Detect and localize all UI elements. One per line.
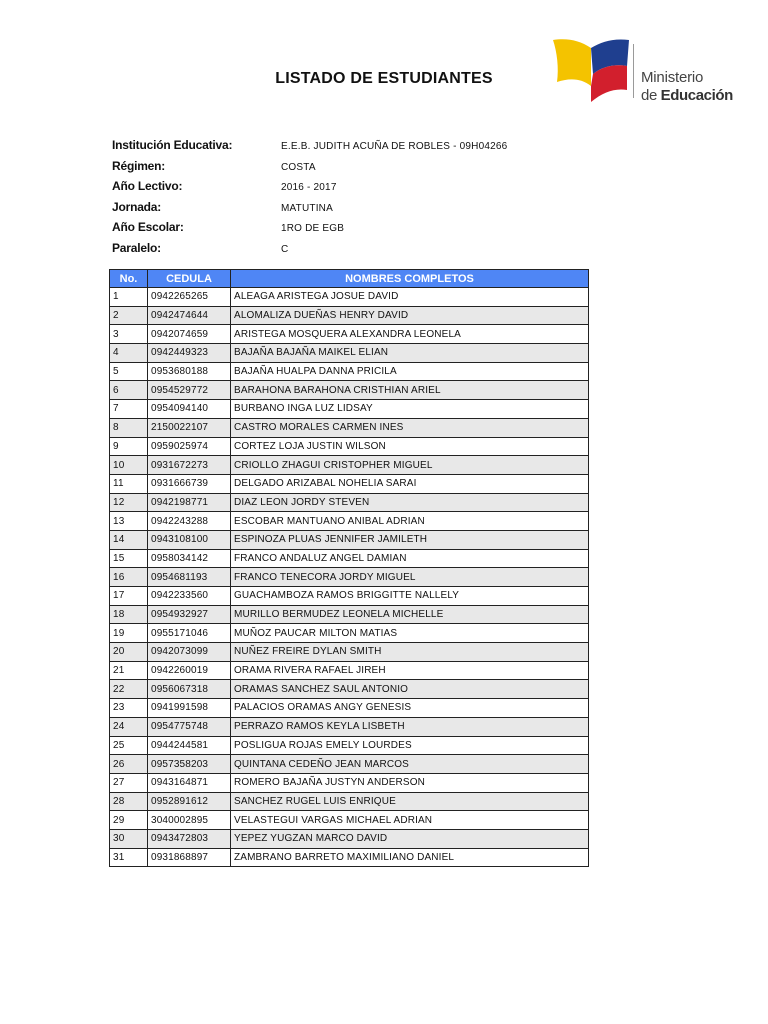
row-number: 25 (110, 736, 148, 755)
info-value: MATUTINA (281, 202, 333, 214)
table-row (110, 418, 589, 437)
row-cedula: 0954094140 (148, 400, 231, 419)
row-cedula: 0942073099 (148, 643, 231, 662)
row-cedula: 0942074659 (148, 325, 231, 344)
row-cedula: 0957358203 (148, 755, 231, 774)
info-label: Año Lectivo: (112, 179, 183, 194)
row-nombre: DIAZ LEON JORDY STEVEN (231, 493, 589, 512)
row-number: 7 (110, 400, 148, 419)
row-nombre: YEPEZ YUGZAN MARCO DAVID (231, 829, 589, 848)
row-number: 9 (110, 437, 148, 456)
table-header-row (110, 270, 589, 288)
table-row (110, 811, 589, 830)
row-nombre: ARISTEGA MOSQUERA ALEXANDRA LEONELA (231, 325, 589, 344)
row-number: 4 (110, 344, 148, 363)
info-value: 1RO DE EGB (281, 223, 345, 235)
row-number: 22 (110, 680, 148, 699)
row-number: 30 (110, 829, 148, 848)
row-number: 17 (110, 587, 148, 606)
row-cedula: 0931672273 (148, 456, 231, 475)
row-nombre: FRANCO TENECORA JORDY MIGUEL (231, 568, 589, 587)
row-cedula: 0955171046 (148, 624, 231, 643)
row-nombre: ESCOBAR MANTUANO ANIBAL ADRIAN (231, 512, 589, 531)
info-value: C (281, 243, 289, 255)
row-nombre: BAJAÑA HUALPA DANNA PRICILA (231, 362, 589, 381)
row-cedula: 0959025974 (148, 437, 231, 456)
table-row (110, 344, 589, 363)
row-nombre: NUÑEZ FREIRE DYLAN SMITH (231, 643, 589, 662)
row-number: 1 (110, 288, 148, 307)
row-cedula: 0952891612 (148, 792, 231, 811)
row-cedula: 0942243288 (148, 512, 231, 531)
row-number: 16 (110, 568, 148, 587)
row-cedula: 0941991598 (148, 699, 231, 718)
table-row (110, 717, 589, 736)
row-number: 12 (110, 493, 148, 512)
row-cedula: 0944244581 (148, 736, 231, 755)
info-label: Régimen: (112, 158, 166, 173)
table-row (110, 549, 589, 568)
row-number: 3 (110, 325, 148, 344)
table-row (110, 829, 589, 848)
row-cedula: 0942260019 (148, 661, 231, 680)
row-number: 18 (110, 605, 148, 624)
row-cedula: 0942449323 (148, 344, 231, 363)
table-row (110, 512, 589, 531)
row-cedula: 0954775748 (148, 717, 231, 736)
table-row (110, 381, 589, 400)
table-row (110, 362, 589, 381)
row-nombre: CASTRO MORALES CARMEN INES (231, 418, 589, 437)
row-nombre: MUÑOZ PAUCAR MILTON MATIAS (231, 624, 589, 643)
table-row (110, 755, 589, 774)
info-label: Institución Educativa: (112, 138, 233, 152)
row-cedula: 0942198771 (148, 493, 231, 512)
row-nombre: POSLIGUA ROJAS EMELY LOURDES (231, 736, 589, 755)
row-cedula: 0943108100 (148, 530, 231, 549)
row-nombre: VELASTEGUI VARGAS MICHAEL ADRIAN (231, 811, 589, 830)
logo-text-educacion: de Educación (641, 87, 733, 104)
row-nombre: ROMERO BAJAÑA JUSTYN ANDERSON (231, 773, 589, 792)
table-row (110, 587, 589, 606)
row-nombre: ORAMA RIVERA RAFAEL JIREH (231, 661, 589, 680)
students-table (109, 269, 589, 867)
row-cedula: 0956067318 (148, 680, 231, 699)
row-nombre: CORTEZ LOJA JUSTIN WILSON (231, 437, 589, 456)
row-number: 24 (110, 717, 148, 736)
row-nombre: QUINTANA CEDEÑO JEAN MARCOS (231, 755, 589, 774)
row-number: 15 (110, 549, 148, 568)
table-row (110, 624, 589, 643)
row-nombre: ZAMBRANO BARRETO MAXIMILIANO DANIEL (231, 848, 589, 867)
row-cedula: 0943164871 (148, 773, 231, 792)
table-row (110, 456, 589, 475)
row-nombre: SANCHEZ RUGEL LUIS ENRIQUE (231, 792, 589, 811)
row-cedula: 0942233560 (148, 587, 231, 606)
table-row (110, 437, 589, 456)
row-number: 2 (110, 306, 148, 325)
info-value: E.E.B. JUDITH ACUÑA DE ROBLES - 09H04266 (281, 141, 508, 152)
row-number: 5 (110, 362, 148, 381)
table-row (110, 568, 589, 587)
info-label: Paralelo: (112, 240, 161, 255)
row-cedula: 3040002895 (148, 811, 231, 830)
row-nombre: PERRAZO RAMOS KEYLA LISBETH (231, 717, 589, 736)
table-row (110, 792, 589, 811)
table-row (110, 736, 589, 755)
table-row (110, 661, 589, 680)
table-row (110, 680, 589, 699)
table-row (110, 773, 589, 792)
table-row (110, 325, 589, 344)
info-label: Jornada: (112, 199, 162, 214)
students-table-body (110, 288, 589, 867)
table-row (110, 288, 589, 307)
row-nombre: DELGADO ARIZABAL NOHELIA SARAI (231, 474, 589, 493)
row-cedula: 0954681193 (148, 568, 231, 587)
row-nombre: BARAHONA BARAHONA CRISTHIAN ARIEL (231, 381, 589, 400)
row-nombre: PALACIOS ORAMAS ANGY GENESIS (231, 699, 589, 718)
table-row (110, 400, 589, 419)
row-nombre: GUACHAMBOZA RAMOS BRIGGITTE NALLELY (231, 587, 589, 606)
info-value: 2016 - 2017 (281, 182, 337, 194)
table-row (110, 474, 589, 493)
row-nombre: ORAMAS SANCHEZ SAUL ANTONIO (231, 680, 589, 699)
row-cedula: 0942265265 (148, 288, 231, 307)
row-cedula: 0958034142 (148, 549, 231, 568)
row-number: 13 (110, 512, 148, 531)
table-row (110, 848, 589, 867)
row-number: 21 (110, 661, 148, 680)
row-cedula: 0953680188 (148, 362, 231, 381)
row-cedula: 2150022107 (148, 418, 231, 437)
row-number: 29 (110, 811, 148, 830)
page-title: LISTADO DE ESTUDIANTES (275, 70, 493, 87)
info-value: COSTA (281, 161, 316, 173)
row-nombre: ESPINOZA PLUAS JENNIFER JAMILETH (231, 530, 589, 549)
row-number: 20 (110, 643, 148, 662)
ministerio-educacion-logo (553, 38, 743, 106)
row-nombre: CRIOLLO ZHAGUI CRISTOPHER MIGUEL (231, 456, 589, 475)
row-number: 28 (110, 792, 148, 811)
row-number: 6 (110, 381, 148, 400)
table-row (110, 643, 589, 662)
row-number: 14 (110, 530, 148, 549)
row-number: 27 (110, 773, 148, 792)
column-header-no: No. (110, 270, 148, 288)
row-nombre: ALEAGA ARISTEGA JOSUE DAVID (231, 288, 589, 307)
row-number: 19 (110, 624, 148, 643)
row-cedula: 0942474644 (148, 306, 231, 325)
row-cedula: 0954932927 (148, 605, 231, 624)
flag-emblem-icon (553, 38, 633, 104)
row-cedula: 0931666739 (148, 474, 231, 493)
table-row (110, 605, 589, 624)
table-row (110, 493, 589, 512)
row-number: 8 (110, 418, 148, 437)
row-cedula: 0954529772 (148, 381, 231, 400)
info-label: Año Escolar: (112, 220, 184, 235)
row-nombre: ALOMALIZA DUEÑAS HENRY DAVID (231, 306, 589, 325)
row-nombre: MURILLO BERMUDEZ LEONELA MICHELLE (231, 605, 589, 624)
row-nombre: FRANCO ANDALUZ ANGEL DAMIAN (231, 549, 589, 568)
row-number: 26 (110, 755, 148, 774)
row-nombre: BAJAÑA BAJAÑA MAIKEL ELIAN (231, 344, 589, 363)
table-row (110, 306, 589, 325)
row-number: 10 (110, 456, 148, 475)
row-number: 11 (110, 474, 148, 493)
row-nombre: BURBANO INGA LUZ LIDSAY (231, 400, 589, 419)
row-number: 31 (110, 848, 148, 867)
table-row (110, 699, 589, 718)
table-row (110, 530, 589, 549)
row-cedula: 0943472803 (148, 829, 231, 848)
column-header-nombres: NOMBRES COMPLETOS (231, 270, 589, 288)
logo-divider (633, 44, 634, 98)
row-cedula: 0931868897 (148, 848, 231, 867)
logo-text-ministerio: Ministerio (641, 69, 704, 86)
column-header-cedula: CEDULA (148, 270, 231, 288)
row-number: 23 (110, 699, 148, 718)
